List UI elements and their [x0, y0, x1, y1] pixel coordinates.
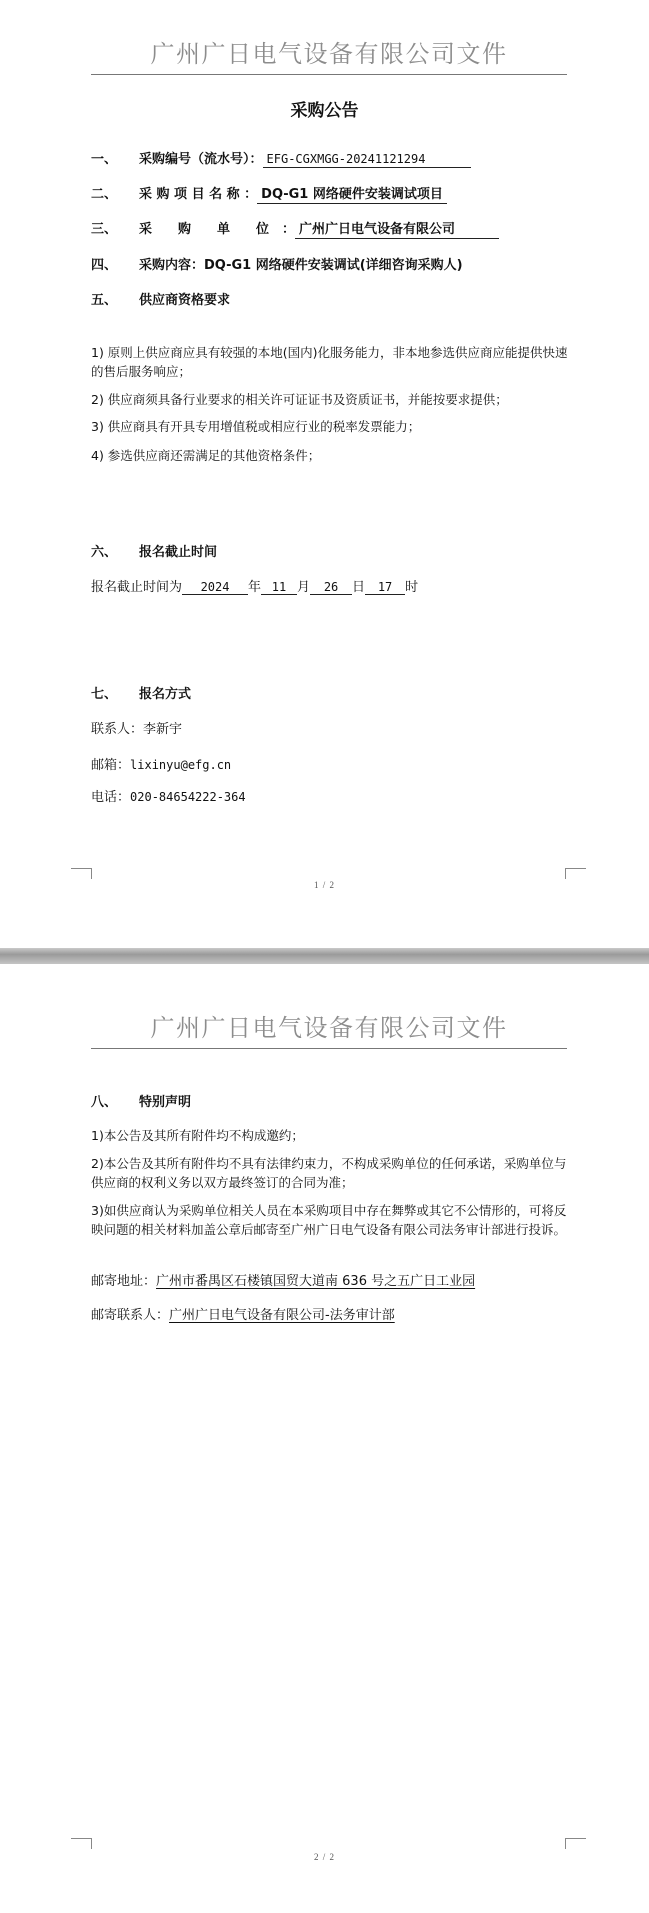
contact-person-name: 李新宇 [143, 722, 183, 737]
document-page-2 [0, 964, 649, 1913]
deadline-year-unit: 年 [248, 580, 262, 595]
contact-email-label: 邮箱： [91, 758, 131, 773]
page-corner-mark-left [71, 868, 92, 879]
contact-person-label: 联系人： [91, 722, 144, 737]
section-4-number: 四、 [91, 258, 118, 273]
section-1-label: 采购编号（流水号）： [139, 152, 263, 167]
section-5-label: 供应商资格要求 [139, 293, 231, 308]
deadline-month-unit: 月 [297, 580, 311, 595]
declaration-item-2: 2)本公告及其所有附件均不具有法律约束力，不构成采购单位的任何承诺，采购单位与供应商的权利义务以双方最终签订的合同为准； [91, 1156, 567, 1190]
section-2-number: 二、 [91, 187, 118, 202]
declaration-item-1: 1)本公告及其所有附件均不构成邀约； [91, 1128, 304, 1143]
requirement-item-2: 2) 供应商须具备行业要求的相关许可证证书及资质证书，并能按要求提供； [91, 392, 508, 407]
section-6-number: 六、 [91, 545, 118, 560]
section-7-number: 七、 [91, 687, 118, 702]
page-2-corner-mark-right [565, 1838, 586, 1849]
contact-person [91, 718, 182, 737]
deadline-hour-unit: 时 [405, 580, 419, 595]
section-1 [91, 148, 471, 168]
page-separator [0, 948, 649, 964]
document-title: 采购公告 [290, 101, 359, 121]
requirement-item-1: 1) 原则上供应商应具有较强的本地(国内)化服务能力，非本地参选供应商应能提供快速的售后服务响应； [91, 345, 568, 379]
contact-email-value: lixinyu@efg.cn [130, 758, 232, 772]
section-6 [91, 541, 217, 560]
contact-phone [91, 786, 246, 805]
section-3-number: 三、 [91, 222, 118, 237]
page-2-corner-mark-left [71, 1838, 92, 1849]
deadline-day-unit: 日 [352, 580, 366, 595]
section-4 [91, 254, 463, 273]
page-number: 1 / 2 [313, 880, 335, 890]
section-5-number: 五、 [91, 293, 118, 308]
section-7 [91, 683, 191, 702]
mailing-address-label: 邮寄地址： [91, 1274, 157, 1289]
deadline-prefix: 报名截止时间为 [91, 580, 183, 595]
deadline-line [91, 576, 418, 595]
purchasing-unit: 广州广日电气设备有限公司 [295, 218, 499, 239]
section-8 [91, 1091, 191, 1110]
section-5 [91, 289, 230, 308]
contact-email [91, 754, 231, 773]
section-3 [91, 218, 499, 239]
section-8-number: 八、 [91, 1095, 118, 1110]
deadline-day: 26 [310, 580, 352, 595]
section-8-label: 特别声明 [139, 1095, 192, 1110]
section-2 [91, 183, 447, 204]
section-1-number: 一、 [91, 152, 118, 167]
contact-phone-value: 020-84654222-364 [130, 790, 246, 804]
mailing-recipient-label: 邮寄联系人： [91, 1308, 170, 1323]
page-corner-mark-right [565, 868, 586, 879]
section-3-label: 采 购 单 位 ： [139, 222, 296, 237]
section-7-label: 报名方式 [139, 687, 192, 702]
mailing-address-value: 广州市番禺区石楼镇国贸大道南 636 号之五广日工业园 [156, 1274, 476, 1289]
mailing-recipient [91, 1304, 395, 1323]
mailing-recipient-value: 广州广日电气设备有限公司-法务审计部 [169, 1308, 395, 1323]
deadline-month: 11 [261, 580, 297, 595]
declaration-item-3: 3)如供应商认为采购单位相关人员在本采购项目中存在舞弊或其它不公情形的，可将反映问题的相关材料加盖公章后邮寄至广州广日电气设备有限公司法务审计部进行投诉。 [91, 1203, 567, 1237]
requirement-item-3: 3) 供应商具有开具专用增值税或相应行业的税率发票能力； [91, 419, 421, 434]
mailing-address [91, 1270, 475, 1289]
procurement-number: EFG-CGXMGG-20241121294 [263, 152, 471, 168]
requirement-item-4: 4) 参选供应商还需满足的其他资格条件； [91, 448, 321, 463]
company-header-page-2: 广州广日电气设备有限公司文件 [91, 1012, 567, 1049]
deadline-hour: 17 [365, 580, 405, 595]
deadline-year: 2024 [182, 580, 248, 595]
page-number-2: 2 / 2 [313, 1852, 335, 1862]
contact-phone-label: 电话： [91, 790, 131, 805]
document-page-1 [0, 0, 649, 948]
project-name: DQ-G1 网络硬件安装调试项目 [257, 183, 447, 204]
section-4-label: 采购内容：DQ-G1 网络硬件安装调试(详细咨询采购人) [139, 258, 463, 273]
section-2-label: 采 购 项 目 名 称 ： [139, 187, 258, 202]
section-6-label: 报名截止时间 [139, 545, 218, 560]
company-header: 广州广日电气设备有限公司文件 [91, 38, 567, 75]
